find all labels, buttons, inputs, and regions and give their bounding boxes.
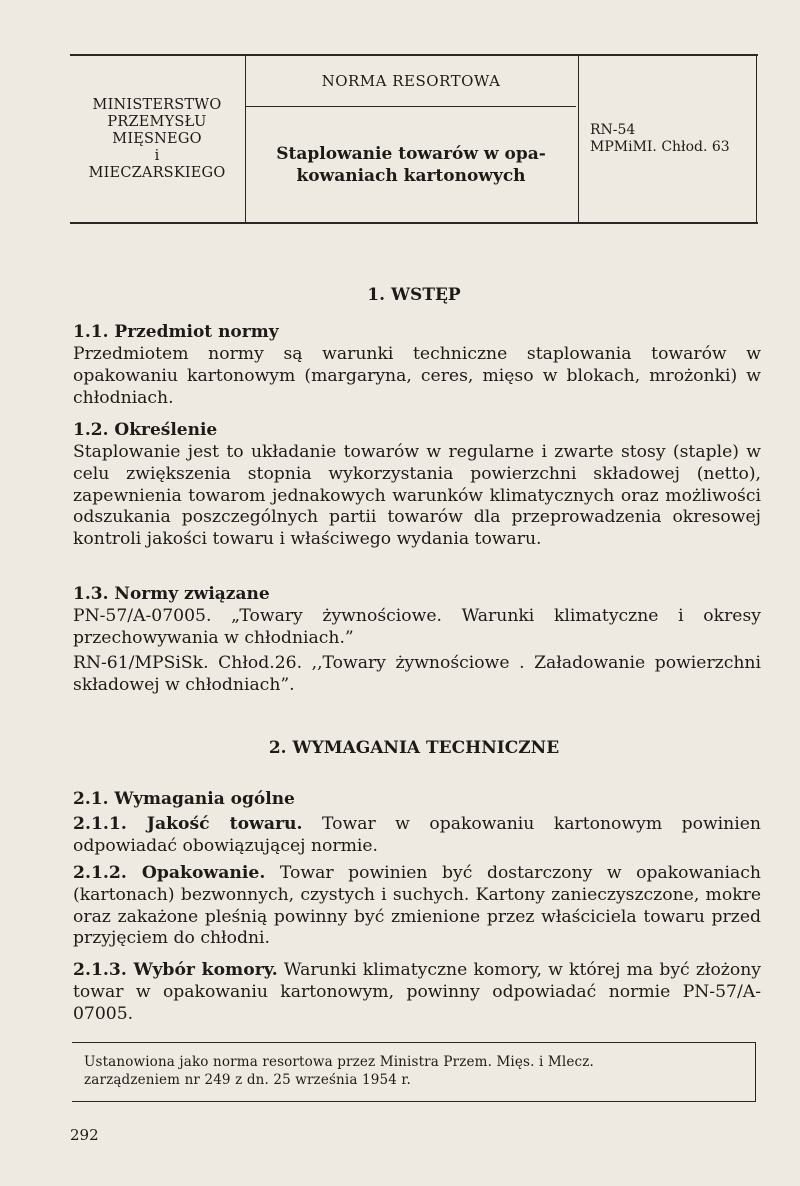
norm-type-cell: NORMA RESORTOWA <box>246 56 576 107</box>
norm-code: RN-54 <box>590 122 636 138</box>
ministry-line: MIĘSNEGO <box>112 130 202 147</box>
footnote-line: zarządzeniem nr 249 z dn. 25 września 1954 r. <box>84 1072 411 1088</box>
paragraph-2-1-2 <box>73 863 761 950</box>
paragraph-2-1-1 <box>73 814 761 858</box>
page-number: 292 <box>70 1126 99 1144</box>
section-2-title: 2. WYMAGANIA TECHNICZNE <box>268 738 560 758</box>
subsection-1-2-heading: 1.2. Określenie <box>73 420 218 440</box>
norm-code-ministry: MPMiMI. Chłod. 63 <box>590 139 730 155</box>
subsection-1-1-text: Przedmiotem normy są warunki techniczne staplowania towarów w opakowaniu kartonowym (margaryna, ceres, mięso w blokach, mrożonki) w chłodniach. <box>73 344 761 408</box>
paragraph-label: 2.1.2. Opakowanie. <box>73 863 266 883</box>
related-norm-1: PN-57/A-07005. „Towary żywnościowe. Warunki klimatyczne i okresy przechowywania w chłodniach.” <box>73 606 761 648</box>
norm-code-cell <box>582 56 758 222</box>
ministry-line: MINISTERSTWO <box>92 96 222 113</box>
ministry-cell <box>70 56 244 222</box>
subsection-1-2-text: Staplowanie jest to układanie towarów w regularne i zwarte stosy (staple) w celu zwiększenia stopnia wykorzystania powierzchni składowej (netto), zapewnienia towarom jednakowych warunków klimatycznych oraz możliwości odszukania poszczególnych partii towarów dla przeprowadzenia okresowej kontroli jakości towaru i właściwego wydania towaru. <box>73 442 761 550</box>
paragraph-label: 2.1.1. Jakość towaru. <box>73 814 303 834</box>
paragraph-text: Towar w opakowaniu kartonowym powinien odpowiadać obowiązującej normie. <box>73 814 761 856</box>
paragraph-label: 2.1.3. Wybór komory. <box>73 960 278 980</box>
ministry-line: PRZEMYSŁU <box>107 113 207 130</box>
header-divider <box>578 56 579 222</box>
norm-title-line: kowaniach kartonowych <box>296 166 526 186</box>
norm-title-line: Staplowanie towarów w opa- <box>276 144 546 164</box>
ministry-line: MIECZARSKIEGO <box>88 164 226 181</box>
header-border-right <box>756 56 757 222</box>
section-1-title: 1. WSTĘP <box>367 285 461 305</box>
enactment-footnote <box>72 1042 756 1102</box>
related-norm-2: RN-61/MPSiSk. Chłod.26. ,,Towary żywnościowe . Załadowanie powierzchni składowej w chłodniach”. <box>73 653 761 695</box>
subsection-1-3-heading: 1.3. Normy związane <box>73 584 270 604</box>
paragraph-text: Towar powinien być dostarczony w opakowaniach (kartonach) bezwonnych, czystych i suchych. Kartony zanieczyszczone, mokre oraz zakażone pleśnią powinny być zmienione przez właściciela towaru przed przyjęciem do chłodni. <box>73 863 761 949</box>
header-table <box>70 54 758 224</box>
subsection-2-1-heading: 2.1. Wymagania ogólne <box>73 789 295 809</box>
footnote-line: Ustanowiona jako norma resortowa przez Ministra Przem. Mięs. i Mlecz. <box>84 1054 594 1070</box>
paragraph-text: Warunki klimatyczne komory, w której ma być złożony towar w opakowaniu kartonowym, powinny odpowiadać normie PN-57/A-07005. <box>73 960 761 1024</box>
ministry-line: i <box>154 147 160 164</box>
norm-title-cell <box>246 108 576 222</box>
subsection-1-1-heading: 1.1. Przedmiot normy <box>73 322 279 342</box>
paragraph-2-1-3 <box>73 960 761 1025</box>
